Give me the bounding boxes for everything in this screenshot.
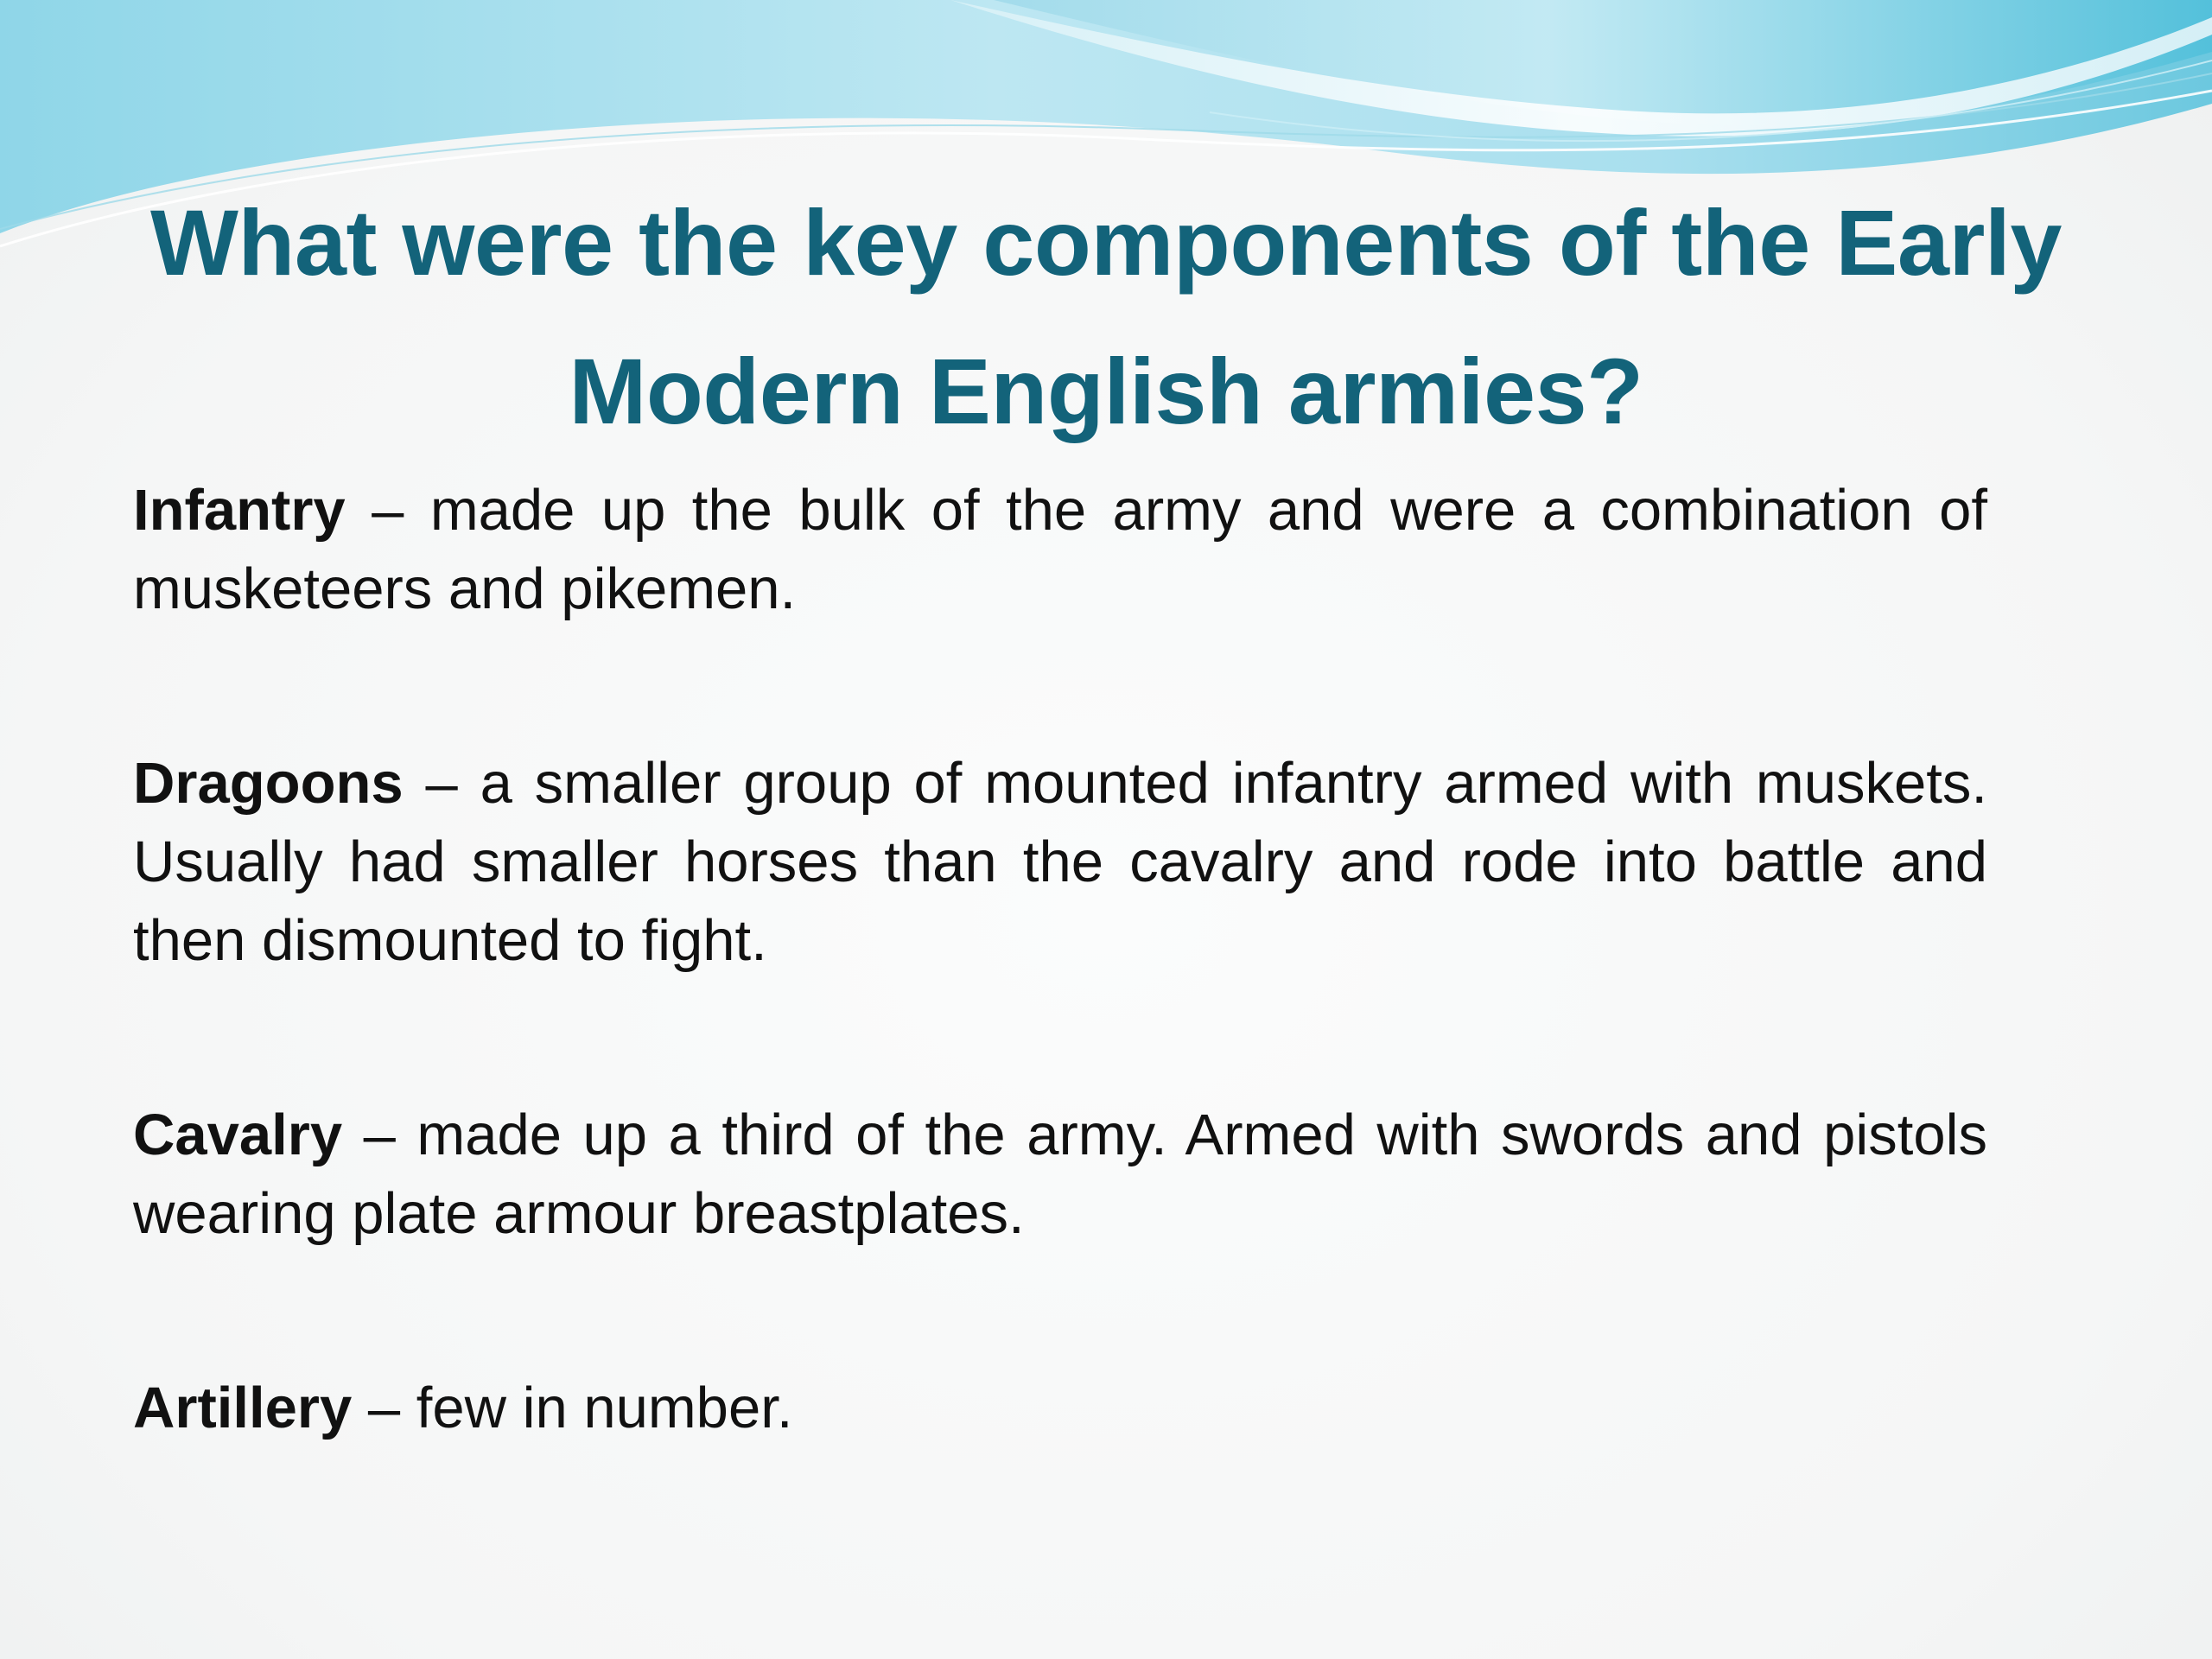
entry-artillery [133, 1369, 1987, 1447]
entry-description: – a smaller group of mounted infantry armed with muskets. Usually had smaller horses than the cavalry and rode into battle and then dismounted to fight. [133, 751, 1987, 973]
slide-title: What were the key components of the Early Modern English armies? [149, 190, 2062, 443]
entry-infantry [133, 471, 1987, 628]
entry-description: – made up a third of the army. Armed with swords and pistols wearing plate armour breastplates. [133, 1103, 1987, 1246]
entry-description: – few in number. [352, 1376, 793, 1440]
entry-term: Cavalry [133, 1103, 343, 1167]
entry-cavalry [133, 1096, 1987, 1253]
slide-body [133, 471, 1987, 1563]
entry-dragoons [133, 744, 1987, 980]
entry-term: Dragoons [133, 751, 404, 816]
entry-description: – made up the bulk of the army and were a combination of musketeers and pikemen. [133, 478, 1987, 621]
entry-term: Infantry [133, 478, 346, 543]
entry-term: Artillery [133, 1376, 353, 1440]
